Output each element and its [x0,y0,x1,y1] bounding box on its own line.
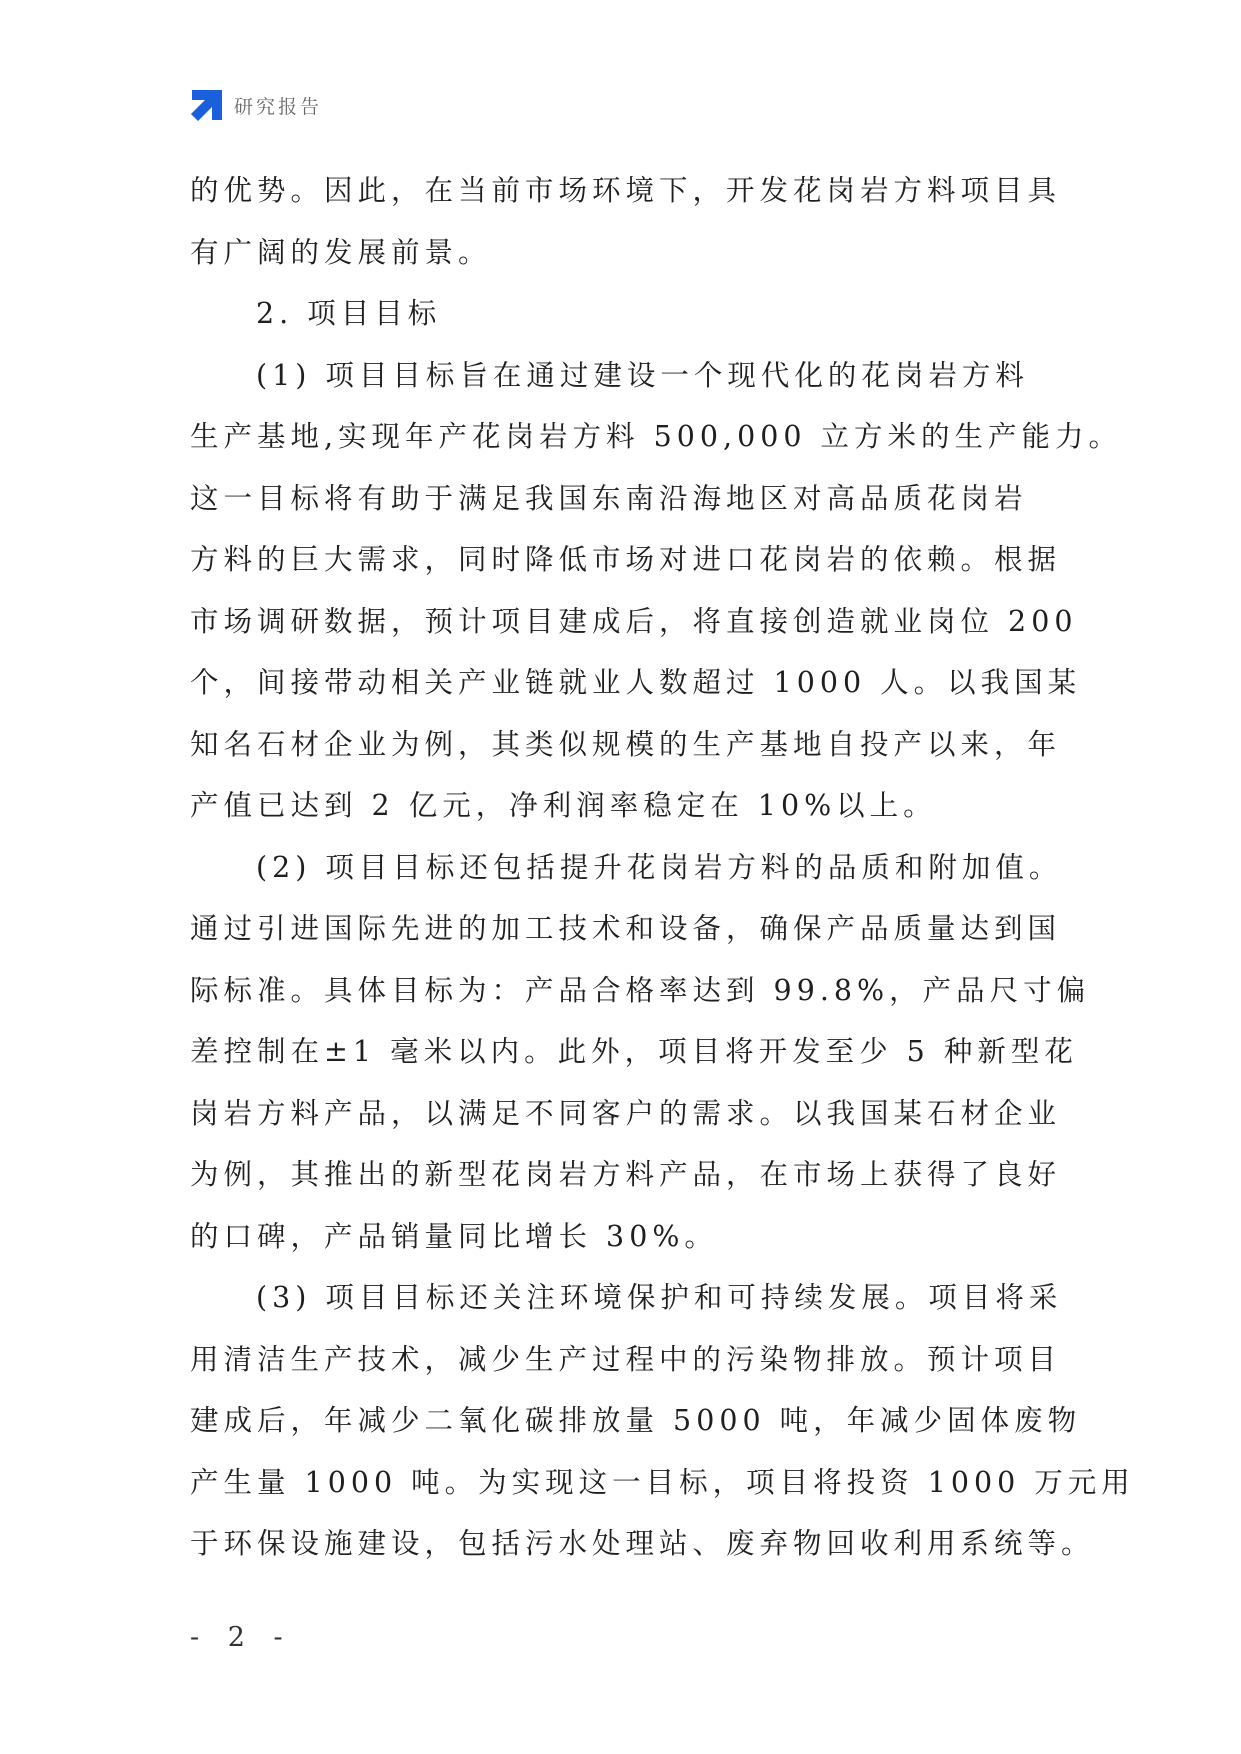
page-header [190,88,322,122]
paragraph-first-line: (3) 项目目标还关注环境保护和可持续发展。项目将采 [256,1281,1063,1314]
body-line: 建成后，年减少二氧化碳排放量 5000 吨，年减少固体废物 [190,1404,1082,1437]
body-line: 知名石材企业为例，其类似规模的生产基地自投产以来，年 [190,727,1062,761]
body-line: 用清洁生产技术，减少生产过程中的污染物排放。预计项目 [190,1342,1062,1376]
body-line: 通过引进国际先进的加工技术和设备，确保产品质量达到国 [190,912,1062,945]
paragraph-first-line: (1) 项目目标旨在通过建设一个现代化的花岗岩方料 [256,358,1029,392]
body-line: 产生量 1000 吨。为实现这一目标，项目将投资 1000 万元用 [190,1465,1135,1499]
body-line: 岗岩方料产品，以满足不同客户的需求。以我国某石材企业 [190,1096,1062,1130]
body-line: 个，间接带动相关产业链就业人数超过 1000 人。以我国某 [190,666,1082,699]
body-line: 市场调研数据，预计项目建成后，将直接创造就业岗位 200 [190,604,1078,638]
body-line: 差控制在±1 毫米以内。此外，项目将开发至少 5 种新型花 [190,1035,1078,1068]
body-line: 有广阔的发展前景。 [190,235,492,269]
body-line: 的优势。因此，在当前市场环境下，开发花岗岩方料项目具 [190,174,1062,207]
body-line: 的口碑，产品销量同比增长 30%。 [190,1219,718,1253]
body-line: 生产基地,实现年产花岗岩方料 500,000 立方米的生产能力。 [190,420,1123,453]
body-line: 际标准。具体目标为：产品合格率达到 99.8%，产品尺寸偏 [190,973,1091,1007]
body-line: 产值已达到 2 亿元，净利润率稳定在 10%以上。 [190,789,937,822]
document-body [190,160,1135,1575]
diagonal-arrow-logo-icon [190,88,224,122]
body-line: 这一目标将有助于满足我国东南沿海地区对高品质花岗岩 [190,481,1028,515]
body-line: 于环保设施建设，包括污水处理站、废弃物回收利用系统等。 [190,1527,1095,1560]
header-title: 研究报告 [234,95,323,118]
body-line: 为例，其推出的新型花岗岩方料产品，在市场上获得了良好 [190,1158,1062,1191]
section-heading: 2. 项目目标 [256,297,442,330]
body-line: 方料的巨大需求，同时降低市场对进口花岗岩的依赖。根据 [190,543,1062,576]
paragraph-first-line: (2) 项目目标还包括提升花岗岩方料的品质和附加值。 [256,850,1063,884]
page-number: - 2 - [190,1622,293,1653]
